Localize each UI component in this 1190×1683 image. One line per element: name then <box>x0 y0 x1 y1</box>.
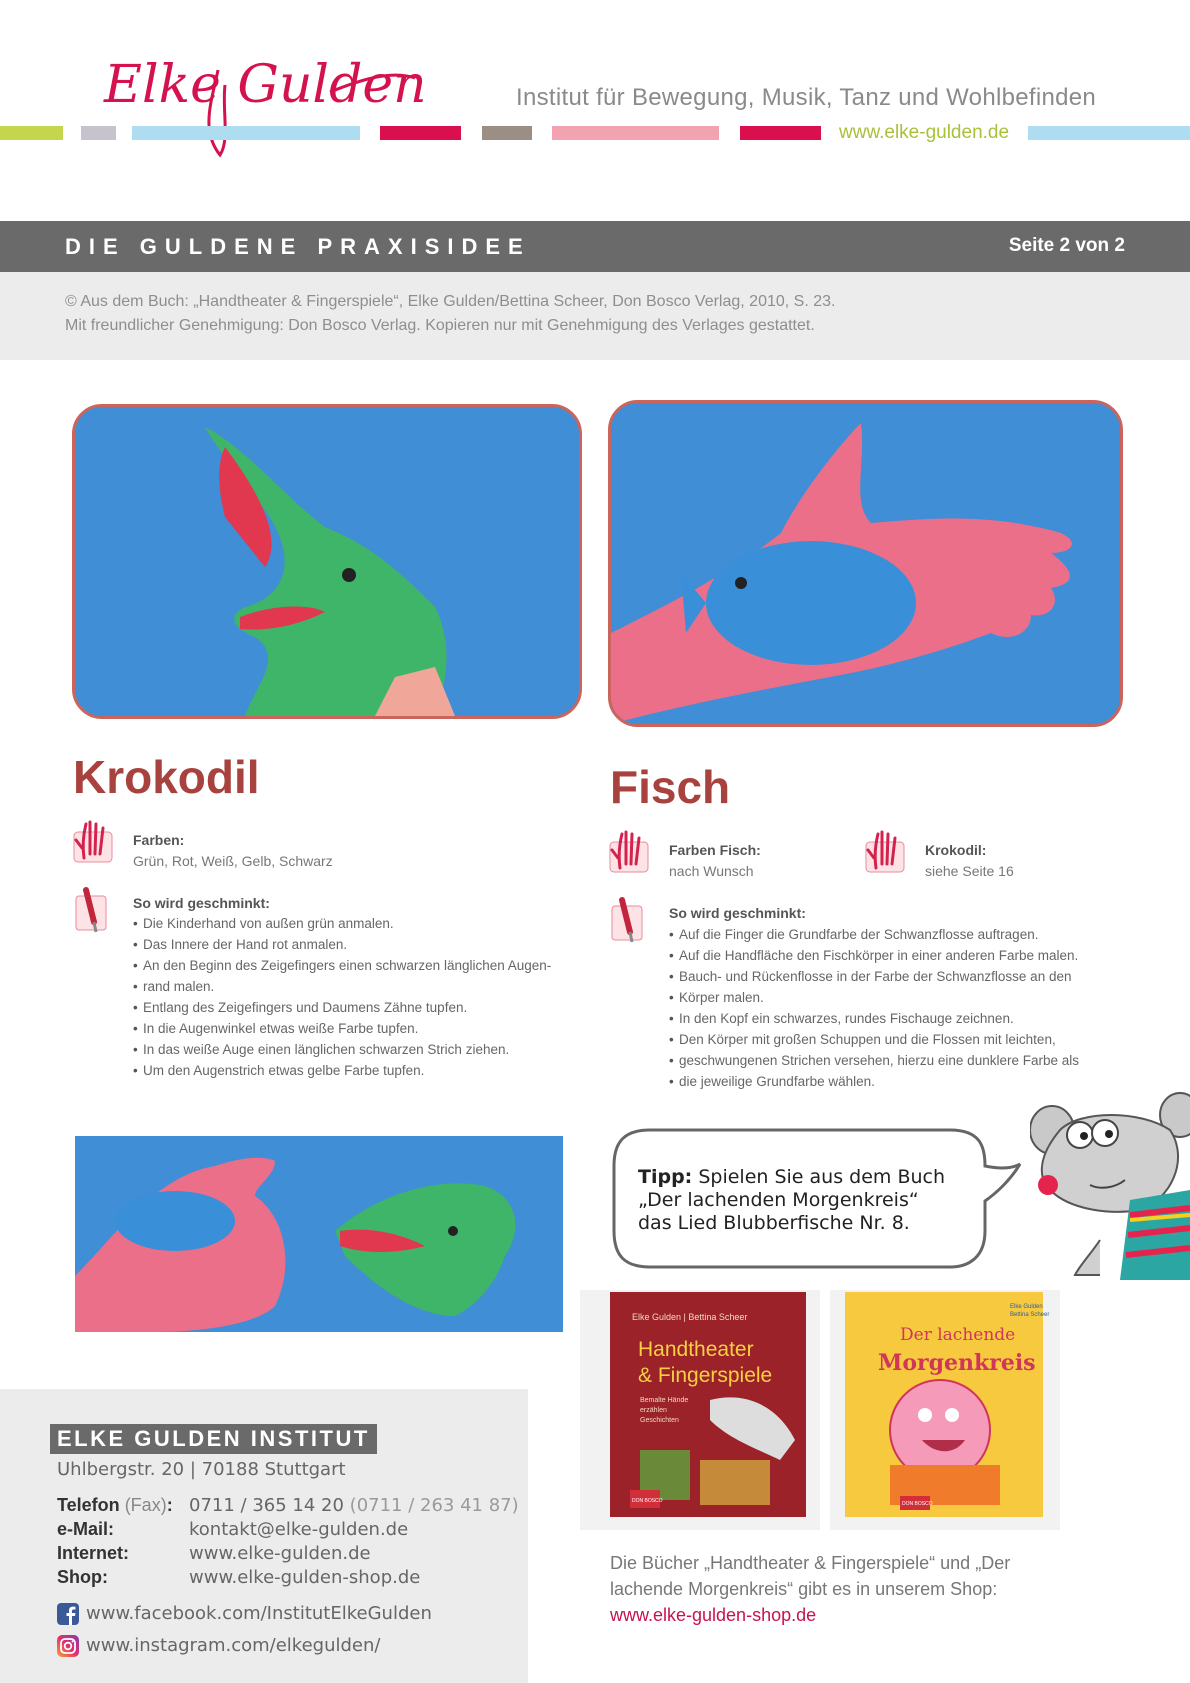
mouse-mascot <box>1030 1090 1190 1280</box>
list-item: • In die Augenwinkel etwas weiße Farbe tupfen. <box>133 1018 593 1039</box>
credit-line-1: © Aus dem Buch: „Handtheater & Fingerspiele“, Elke Gulden/Bettina Scheer, Don Bosco Verlag, 2010, S. 23. <box>65 293 836 310</box>
shop-link-footer[interactable]: www.elke-gulden-shop.de <box>189 1567 421 1588</box>
color-bar-green <box>0 126 63 140</box>
svg-text:Elke Gulden | Bettina Scheer: Elke Gulden | Bettina Scheer <box>632 1312 748 1322</box>
svg-text:DON BOSCO: DON BOSCO <box>902 1501 933 1507</box>
svg-text:Der lachende: Der lachende <box>900 1325 1016 1345</box>
paintbrush-icon <box>608 896 650 944</box>
list-item: • Auf die Handfläche den Fischkörper in einer anderen Farbe malen. <box>669 945 1139 966</box>
book-cover-handtheater <box>580 1290 820 1530</box>
svg-text:Handtheater: Handtheater <box>638 1338 754 1361</box>
color-bar-grey <box>81 126 116 140</box>
krokodil-heading: Krokodil <box>73 751 260 803</box>
list-item: • Um den Augenstrich etwas gelbe Farbe tupfen. <box>133 1060 593 1081</box>
krokodil-colors-label: Farben: <box>133 832 185 848</box>
email-label: e-Mail: <box>57 1519 115 1539</box>
svg-text:erzählen: erzählen <box>640 1407 667 1414</box>
color-bar-crimson-2 <box>740 126 821 140</box>
facebook-icon[interactable] <box>57 1603 79 1625</box>
photo-fish-and-crocodile <box>75 1136 563 1332</box>
instagram-icon[interactable] <box>57 1635 79 1657</box>
tip-line-3: das Lied Blubberfische Nr. 8. <box>638 1212 910 1234</box>
books-caption-line-1: Die Bücher „Handtheater & Fingerspiele“ und „Der <box>610 1553 1011 1573</box>
krokodil-steps <box>133 913 593 1081</box>
photo-crocodile-hand <box>72 404 582 719</box>
phone-value <box>189 1495 519 1516</box>
instagram-link[interactable]: www.instagram.com/elkegulden/ <box>86 1635 381 1656</box>
internet-label: Internet: <box>57 1543 129 1563</box>
color-bar-pink <box>552 126 719 140</box>
internet-link[interactable]: www.elke-gulden.de <box>189 1543 371 1564</box>
list-item: • rand malen. <box>133 976 593 997</box>
books-caption <box>610 1550 1050 1628</box>
list-item: • Entlang des Zeigefingers und Daumens Zähne tupfen. <box>133 997 593 1018</box>
shop-label: Shop: <box>57 1567 108 1587</box>
books-caption-line-2: lachende Morgenkreis“ gibt es in unserem Shop: <box>610 1579 998 1599</box>
institute-name: ELKE GULDEN INSTITUT <box>50 1424 377 1454</box>
color-bar-lightblue-2 <box>1028 126 1190 140</box>
list-item: • In das weiße Auge einen länglichen schwarzen Strich ziehen. <box>133 1039 593 1060</box>
tip-text <box>638 1166 988 1235</box>
svg-text:Bemalte Hände: Bemalte Hände <box>640 1397 689 1404</box>
painted-hand-icon <box>864 828 906 876</box>
tip-label: Tipp: <box>638 1166 693 1188</box>
website-link[interactable]: www.elke-gulden.de <box>839 122 1010 143</box>
svg-text:Geschichten: Geschichten <box>640 1417 679 1424</box>
svg-text:DON BOSCO: DON BOSCO <box>632 1498 663 1504</box>
color-bar-lightblue <box>132 126 360 140</box>
page-title: DIE GULDENE PRAXISIDEE <box>65 234 531 259</box>
color-bar-crimson <box>380 126 461 140</box>
credit-band <box>0 272 1190 360</box>
book-cover-morgenkreis <box>830 1290 1060 1530</box>
phone-number[interactable]: 0711 / 365 14 20 <box>189 1495 344 1516</box>
svg-text:& Fingerspiele: & Fingerspiele <box>638 1364 773 1387</box>
photo-fish-hand <box>608 400 1123 727</box>
facebook-link[interactable]: www.facebook.com/InstitutElkeGulden <box>86 1603 432 1624</box>
address: Uhlbergstr. 20 | 70188 Stuttgart <box>57 1459 346 1480</box>
fax-number: (0711 / 263 41 87) <box>349 1495 519 1516</box>
fisch-how-label: So wird geschminkt: <box>669 905 806 921</box>
shop-link[interactable]: www.elke-gulden-shop.de <box>610 1605 817 1625</box>
list-item: • Das Innere der Hand rot anmalen. <box>133 934 593 955</box>
list-item: • An den Beginn des Zeigefingers einen schwarzen länglichen Augen- <box>133 955 593 976</box>
phone-label-text: Telefon <box>57 1495 120 1515</box>
tip-line-1: Spielen Sie aus dem Buch <box>698 1166 946 1188</box>
elke-gulden-logo <box>100 40 430 165</box>
fisch-croc-label: Krokodil: <box>925 842 987 858</box>
fisch-heading: Fisch <box>610 761 731 813</box>
svg-text:Elke Gulden: Elke Gulden <box>1010 1304 1043 1310</box>
svg-text:Bettina Scheer: Bettina Scheer <box>1010 1312 1050 1318</box>
list-item: • Auf die Finger die Grundfarbe der Schwanzflosse auftragen. <box>669 924 1139 945</box>
list-item: • Bauch- und Rückenflosse in der Farbe der Schwanzflosse an den <box>669 966 1139 987</box>
krokodil-how-label: So wird geschminkt: <box>133 895 270 911</box>
page-number: Seite 2 von 2 <box>1008 235 1125 256</box>
tip-line-2: „Der lachenden Morgenkreis“ <box>638 1189 919 1211</box>
krokodil-colors-value: Grün, Rot, Weiß, Gelb, Schwarz <box>133 853 333 869</box>
list-item: • Körper malen. <box>669 987 1139 1008</box>
painted-hand-icon <box>72 818 114 866</box>
painted-hand-icon <box>608 828 650 876</box>
list-item: • die jeweilige Grundfarbe wählen. <box>669 1071 1139 1092</box>
fisch-colors-value: nach Wunsch <box>669 863 754 879</box>
list-item: • Den Körper mit großen Schuppen und die Flossen mit leichten, <box>669 1029 1139 1050</box>
credit-line-2: Mit freundlicher Genehmigung: Don Bosco Verlag. Kopieren nur mit Genehmigung des Verlages gestattet. <box>65 317 815 334</box>
institute-tagline: Institut für Bewegung, Musik, Tanz und Wohlbefinden <box>516 84 1097 111</box>
list-item: • Die Kinderhand von außen grün anmalen. <box>133 913 593 934</box>
fisch-steps <box>669 924 1139 1092</box>
color-bar-taupe <box>482 126 532 140</box>
svg-text:Morgenkreis: Morgenkreis <box>878 1350 1036 1376</box>
paintbrush-icon <box>72 886 114 934</box>
email-link[interactable]: kontakt@elke-gulden.de <box>189 1519 409 1540</box>
svg-text:Elke Gulden: Elke Gulden <box>104 55 427 115</box>
label-colon: : <box>166 1495 173 1515</box>
fisch-colors-label: Farben Fisch: <box>669 842 761 858</box>
fisch-croc-value: siehe Seite 16 <box>925 863 1014 879</box>
fax-label-text: (Fax) <box>124 1495 167 1515</box>
phone-label <box>57 1495 173 1516</box>
list-item: • In den Kopf ein schwarzes, rundes Fischauge zeichnen. <box>669 1008 1139 1029</box>
list-item: • geschwungenen Strichen versehen, hierzu eine dunklere Farbe als <box>669 1050 1139 1071</box>
